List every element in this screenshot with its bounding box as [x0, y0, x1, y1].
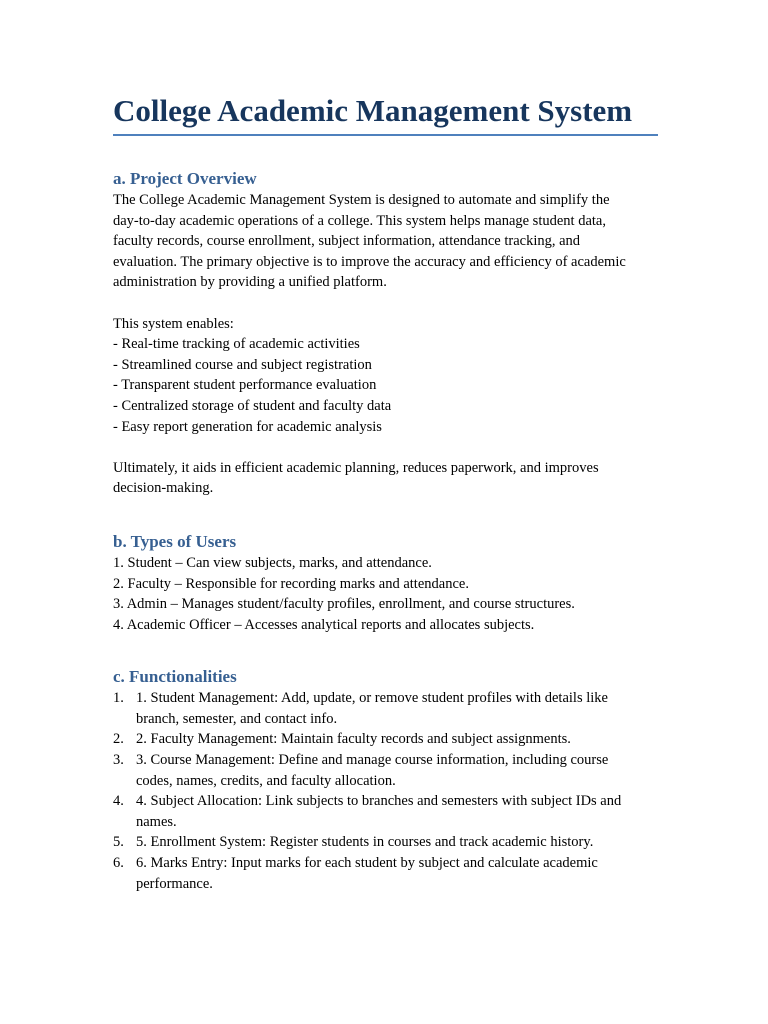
list-item-line: 5. Enrollment System: Register students in courses and track academic history. [136, 834, 594, 851]
list-item [113, 688, 658, 729]
paragraph-spacer [113, 293, 658, 314]
list-item-line: performance. [136, 875, 213, 892]
paragraph-line: decision-making. [113, 480, 214, 497]
list-number: 4. [113, 793, 124, 810]
list-item: 1. Student – Can view subjects, marks, and attendance. [113, 554, 432, 571]
document-body [113, 92, 658, 894]
overview-conclusion-paragraph [113, 458, 658, 499]
functionalities-list [113, 688, 658, 894]
user-types-list [113, 553, 658, 635]
list-item [113, 791, 658, 832]
list-item: 2. Faculty – Responsible for recording marks and attendance. [113, 575, 469, 592]
paragraph-line: faculty records, course enrollment, subject information, attendance tracking, and [113, 233, 581, 250]
list-item [113, 853, 658, 894]
list-item-line: 2. Faculty Management: Maintain faculty records and subject assignments. [136, 731, 571, 748]
paragraph-line: The College Academic Management System is designed to automate and simplify the [113, 192, 610, 208]
list-item-line: 4. Subject Allocation: Link subjects to branches and semesters with subject IDs and [136, 793, 622, 810]
paragraph-line: evaluation. The primary objective is to improve the accuracy and efficiency of academic [113, 253, 626, 270]
paragraph-line: day-to-day academic operations of a college. This system helps manage student data, [113, 212, 606, 229]
paragraph-line: administration by providing a unified platform. [113, 274, 387, 291]
list-number: 6. [113, 855, 124, 872]
list-number: 5. [113, 834, 124, 851]
list-item: 3. Admin – Manages student/faculty profiles, enrollment, and course structures. [113, 596, 575, 613]
paragraph-line: Ultimately, it aids in efficient academic planning, reduces paperwork, and improves [113, 459, 599, 476]
list-item [113, 729, 658, 750]
project-overview-section [113, 190, 658, 499]
section-heading-types-of-users: b. Types of Users [113, 531, 237, 551]
list-item: - Transparent student performance evaluation [113, 377, 377, 394]
list-item-line: codes, names, credits, and faculty allocation. [136, 772, 396, 789]
list-item-line: 3. Course Management: Define and manage course information, including course [136, 752, 609, 769]
overview-intro-paragraph [113, 190, 658, 293]
document-title: College Academic Management System [113, 92, 658, 136]
list-item: - Centralized storage of student and faculty data [113, 397, 392, 414]
list-item: - Streamlined course and subject registration [113, 356, 372, 373]
enables-label: This system enables: [113, 315, 234, 332]
list-item: 4. Academic Officer – Accesses analytical reports and allocates subjects. [113, 616, 535, 633]
list-number: 3. [113, 752, 124, 769]
list-item-line: 1. Student Management: Add, update, or remove student profiles with details like [136, 690, 608, 707]
list-item-line: 6. Marks Entry: Input marks for each student by subject and calculate academic [136, 855, 598, 872]
enables-list [113, 334, 658, 437]
list-item: - Real-time tracking of academic activities [113, 336, 360, 353]
section-heading-functionalities: c. Functionalities [113, 667, 237, 687]
section-heading-project-overview: a. Project Overview [113, 169, 257, 188]
list-item-line: branch, semester, and contact info. [136, 710, 338, 727]
list-item [113, 750, 658, 791]
list-number: 1. [113, 690, 124, 707]
paragraph-spacer [113, 437, 658, 458]
list-item: - Easy report generation for academic analysis [113, 418, 382, 435]
list-number: 2. [113, 731, 124, 748]
list-item-line: names. [136, 813, 177, 830]
list-item [113, 832, 658, 853]
